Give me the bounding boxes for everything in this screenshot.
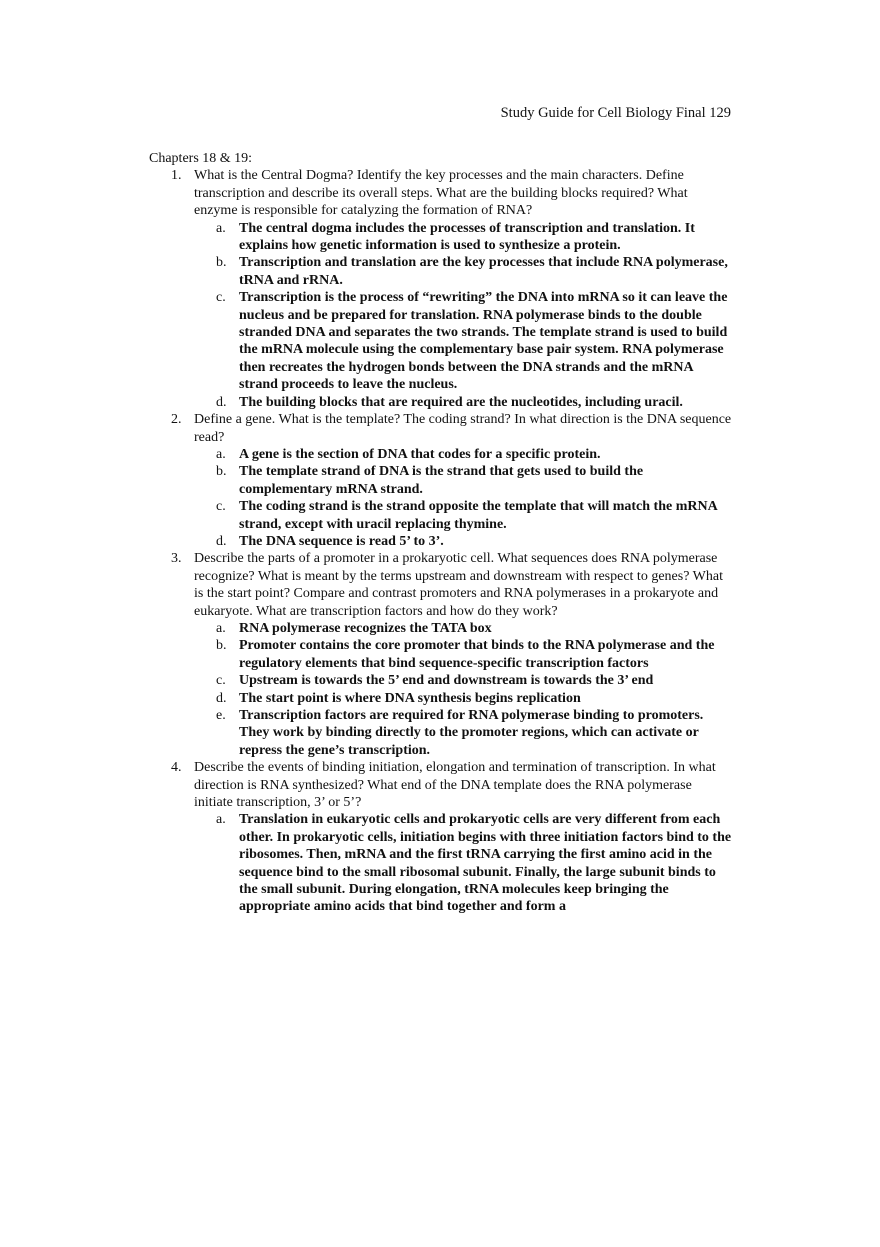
answer-letter: b.	[216, 255, 227, 271]
answer-letter: c.	[216, 673, 226, 689]
answer-item	[194, 533, 734, 550]
section-heading: Chapters 18 & 19:	[149, 151, 253, 166]
question-item	[149, 411, 734, 550]
answer-text: Transcription is the process of “rewriting” the DNA into mRNA so it can leave the nucleus and be prepared for translation. RNA polymerase binds to the double stranded DNA and separates the two strands. The template strand is used to build the mRNA molecule using the complementary base pair system. RNA polymerase then recreates the hydrogen bonds between the DNA strands and the mRNA strand proceeds to leave the nucleus.	[239, 290, 728, 393]
answer-list	[194, 446, 734, 550]
answer-text: Transcription and translation are the key processes that include RNA polymerase, tRNA and rRNA.	[239, 255, 728, 288]
answer-text: Upstream is towards the 5’ end and downstream is towards the 3’ end	[239, 673, 654, 689]
answer-item	[194, 637, 734, 672]
answer-text: Promoter contains the core promoter that binds to the RNA polymerase and the regulatory elements that bind sequence-specific transcription factors	[239, 638, 715, 671]
page-header	[501, 104, 731, 122]
question-text: What is the Central Dogma? Identify the key processes and the main characters. Define transcription and describe its overall steps. What are the building blocks required? What enzyme is responsible for catalyzing the formation of RNA?	[194, 168, 688, 219]
answer-letter: c.	[216, 499, 226, 515]
answer-letter: e.	[216, 708, 226, 723]
answer-text: RNA polymerase recognizes the TATA box	[239, 620, 492, 636]
answer-item	[194, 498, 734, 533]
answer-text: The start point is where DNA synthesis begins replication	[239, 690, 581, 706]
answer-letter: a.	[216, 620, 226, 636]
answer-letter: a.	[216, 812, 226, 828]
answer-item	[194, 463, 734, 498]
answer-text: The DNA sequence is read 5’ to 3’.	[239, 533, 444, 549]
answer-item	[194, 254, 734, 289]
answer-letter: b.	[216, 464, 227, 480]
answer-list	[194, 620, 734, 759]
header-title: Study Guide for Cell Biology Final 129	[500, 105, 731, 121]
question-item	[149, 759, 734, 916]
question-text: Define a gene. What is the template? The coding strand? In what direction is the DNA sequence read?	[194, 412, 732, 445]
answer-letter: a.	[216, 446, 226, 462]
answer-item	[194, 707, 734, 759]
answer-list	[194, 220, 734, 411]
question-number: 4.	[171, 760, 182, 776]
answer-item	[194, 394, 734, 411]
answer-text: A gene is the section of DNA that codes for a specific protein.	[239, 446, 601, 462]
answer-item	[194, 446, 734, 463]
answer-text: Translation in eukaryotic cells and prokaryotic cells are very different from each other. In prokaryotic cells, initiation begins with three initiation factors bind to the ribosomes. Then, mRNA and the first tRNA carrying the first amino acid in the sequence bind to the small ribosomal subunit. Finally, the large subunit binds to the small subunit. During elongation, tRNA molecules keep bringing the appropriate amino acids that bind together and form a	[239, 812, 732, 915]
question-number: 2.	[171, 412, 182, 428]
answer-text: The template strand of DNA is the strand that gets used to build the complementary mRNA strand.	[239, 464, 644, 497]
answer-text: The central dogma includes the processes of transcription and translation. It explains how genetic information is used to synthesize a protein.	[239, 220, 695, 254]
answer-item	[194, 690, 734, 707]
answer-item	[194, 811, 734, 915]
answer-item	[194, 289, 734, 393]
answer-letter: d.	[216, 533, 227, 549]
question-text: Describe the parts of a promoter in a prokaryotic cell. What sequences does RNA polymerase recognize? What is meant by the terms upstream and downstream with respect to genes? What is the start point? Compare and contrast promoters and RNA polymerases in a prokaryote and eukaryote. What are transcription factors and how do they work?	[194, 551, 723, 619]
answer-text: Transcription factors are required for RNA polymerase binding to promoters. They work by binding directly to the promoter regions, which can activate or repress the gene’s transcription.	[239, 708, 704, 758]
answer-letter: a.	[216, 220, 226, 236]
answer-item	[194, 220, 734, 255]
answer-list	[194, 811, 734, 915]
question-item	[149, 167, 734, 411]
answer-text: The building blocks that are required are the nucleotides, including uracil.	[239, 394, 683, 410]
question-number: 3.	[171, 551, 182, 567]
answer-item	[194, 620, 734, 637]
answer-letter: d.	[216, 690, 227, 706]
question-text: Describe the events of binding initiation, elongation and termination of transcription. In what direction is RNA synthesized? What end of the DNA template does the RNA polymerase initiate transcription, 3’ or 5’?	[194, 760, 716, 811]
answer-letter: d.	[216, 394, 227, 410]
question-item	[149, 550, 734, 759]
answer-letter: c.	[216, 290, 226, 306]
document-body	[149, 150, 734, 916]
answer-item	[194, 672, 734, 689]
question-list	[149, 167, 734, 915]
answer-letter: b.	[216, 638, 227, 654]
question-number: 1.	[171, 168, 182, 184]
answer-text: The coding strand is the strand opposite the template that will match the mRNA strand, except with uracil replacing thymine.	[239, 499, 717, 532]
